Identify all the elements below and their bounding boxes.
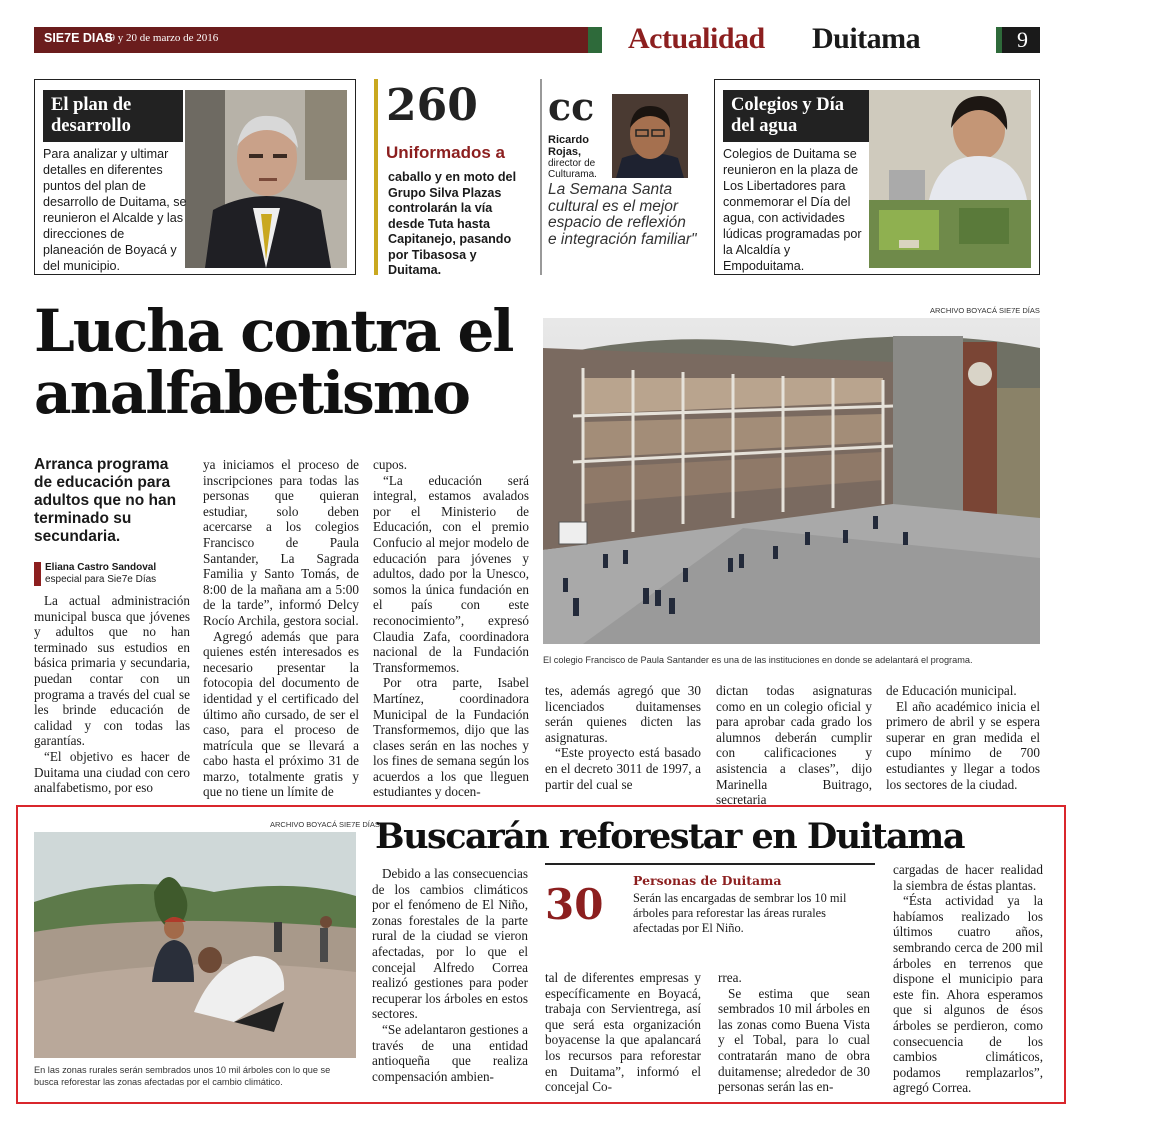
paragraph: tal de diferentes empresas y específicamente en Boyacá, trabaja con Servientrega, así que será esta organización boyacense la que apalancará los recursos para reforestar en Duitama”, informó el concejal Co- [545,970,701,1095]
quote-rule [540,79,542,275]
quote-marks: cc [548,84,595,129]
byline-name: Eliana Castro Sandoval [45,562,157,573]
paragraph: tes, además agregó que 30 licenciados duitamenses serán quienes dicten las asignaturas. [545,683,701,745]
paragraph: Se estima que sean sembrados 10 mil árboles en las zonas como Buena Vista y el Tobal, para lo cual contratarán mano de obra duitamense; alrededor de 30 personas serán las en- [718,985,870,1095]
paragraph: Agregó además que para quienes estén interesados es necesario presentar la fotocopia del documento de identidad y el certificado del último año cursado, de ser el caso, para el proceso de matrícula que se llevará a cabo hasta el próximo 31 de marzo, totalmente gratis y que no tiene un límite de [203,628,359,800]
paragraph: El año académico inicia el primero de abril y se espera superar en gran medida el cupo mínimo de 700 estudiantes y llegar a todos los sectores de la ciudad. [886,698,1040,792]
stat-label: Personas de Duitama [633,873,782,888]
byline-role: especial para Sie7e Días [45,574,157,585]
quote-text: La Semana Santa cultural es el mejor espacio de reflexión e integración familiar" [548,181,697,248]
photo-credit: ARCHIVO BOYACÁ SIE7E DÍAS [930,306,1040,315]
reforestation-caption: En las zonas rurales serán sembrados unos 10 mil árboles con lo que se busca reforestar las zonas afectadas por el cambio climático. [34,1065,331,1087]
article-column-3 [373,457,529,800]
article-byline [34,562,190,586]
stat-number: 30 [545,880,604,929]
edition-date: 19 y 20 de marzo de 2016 [104,32,219,44]
stat-rule [545,863,875,865]
paragraph: “El objetivo es hacer de Duitama una ciudad con cero analfabetismo, por eso [34,748,190,796]
paragraph: La actual administración municipal busca que jóvenes y adultos que no han terminado sus estudios en básica primaria y secundaria, puedan contar con un programa a través del cual se les brinde educación de calidad y con todas las garantías. [34,593,190,749]
refor-column-4 [893,862,1043,1096]
header-accent [588,27,602,53]
plan-box-text: Para analizar y ultimar detalles en diferentes puntos del plan de desarrollo de Duitama, se reunieron el Alcalde y las direcciones de planeación de Boyacá y del municipio. [43,147,187,273]
colegios-box [714,79,1040,275]
paragraph: Debido a las consecuencias de los cambios climáticos por el fenómeno de El Niño, zonas forestales de la parte rural de la ciudad se vieron afectadas, por lo que el concejal Alfredo Correa realizó gestiones para poder recuperar los árboles en estos sectores. [372,866,528,1022]
paragraph: ya iniciamos el proceso de inscripciones para todas las personas que quieran estudiar, solo deben acercarse a los colegios Francisco de Paula Santander, La Sagrada Familia y Santo Tomás, de 8:00 de la mañana am a 5:00 de la tarde”, informó Delcy Rocío Archila, gestora social. [203,457,359,628]
article-column-1 [34,593,190,796]
colegios-box-text: Colegios de Duitama se reunieron en la plaza de Los Libertadores para conmemorar el Día del agua, con actividades lúdicas programadas por la Alcaldía y Empoduitama. [723,147,862,273]
article-column-5 [716,683,872,808]
uniformados-text: caballo y en moto del Grupo Silva Plazas controlarán la vía desde Tuta hasta Capitanejo, pasando por Tibasosa y Duitama. [388,170,517,277]
paragraph: rrea. [718,970,742,985]
page-number-accent [996,27,1002,53]
paragraph: “Este proyecto está basado en el decreto 3011 de 1997, a partir del cual se [545,745,701,792]
article-column-4 [545,683,701,792]
refor-column-3 [718,970,870,1095]
paragraph: “Ésta actividad ya la habíamos realizado los últimos cuatro años, sembrando cerca de 200 mil árboles en terrenos que dispone el municipio para este fin. Ahora esperamos que si algunos de ésos árboles se perdieron, como consecuencia de los cambios climáticos, podamos remplazarlos”, agregó Correa. [893,893,1043,1096]
page-number: 9 [996,27,1040,53]
refor-photo-credit: ARCHIVO BOYACÁ SIE7E DÍAS [270,820,380,829]
paragraph: cargadas de hacer realidad la siembra de éstas plantas. [893,862,1043,893]
article-deck: Arranca programa de educación para adultos que no han terminado su secundaria. [34,456,177,545]
paragraph: Por otra parte, Isabel Martínez, coordinadora Municipal de la Fundación Transformemos, dijo que las clases serán en las noches y los fines de semana según los acuerdos a los que lleguen estudiantes y docen- [373,675,529,800]
paragraph: dictan todas asignaturas como en un colegio oficial y para aprobar cada grado los alumnos deberán cumplir con calificaciones y asistencia a clases”, dijo Marinella Buitrago, secretaria [716,683,872,808]
quote-role: director de Culturama. [548,158,597,180]
school-photo-caption: El colegio Francisco de Paula Santander es una de las instituciones en donde se adelantará el programa. [543,655,973,665]
rojas-photo [612,94,688,178]
section-title: Actualidad [628,22,765,55]
reforestation-headline: Buscarán reforestar en Duitama [375,816,965,857]
uniformados-subtitle: Uniformados a [386,143,506,162]
school-photo [543,318,1040,644]
mayor-photo [185,90,347,268]
section-city: Duitama [812,22,921,55]
colegios-box-title: Colegios y Día del agua [723,90,869,142]
uniformados-number: 260 [386,80,478,131]
reforestation-photo [34,832,356,1058]
paragraph: “La educación será integral, estamos avalados por el Ministerio de Educación, con el premio Confucio al mejor modelo de educación para jóvenes y adultos, dado por la Unesco, somos la única fundación en el país con este reconocimiento”, expresó Claudia Zafa, coordinadora nacional de la Fundación Transformemos. [373,472,529,675]
publication-name: SIE7E DIAS [44,31,113,45]
quote-name: Ricardo Rojas, [548,134,589,158]
paragraph: “Se adelantaron gestiones a través de una entidad antioqueña que realiza compensación ambien- [372,1021,528,1084]
plan-box [34,79,356,275]
uniformados-rule [374,79,378,275]
stat-text: Serán las encargadas de sembrar los 10 mil árboles para reforestar las áreas rurales afectadas por El Niño. [633,891,847,935]
article-column-6 [886,683,1040,792]
refor-column-2 [545,970,701,1095]
article-headline: Lucha contra el analfabetismo [34,297,513,427]
refor-column-1 [372,866,528,1084]
paragraph: de Educación municipal. [886,683,1017,698]
paragraph: cupos. [373,457,408,472]
article-column-2 [203,457,359,800]
plan-box-title: El plan de desarrollo [43,90,183,142]
students-photo [869,90,1031,268]
